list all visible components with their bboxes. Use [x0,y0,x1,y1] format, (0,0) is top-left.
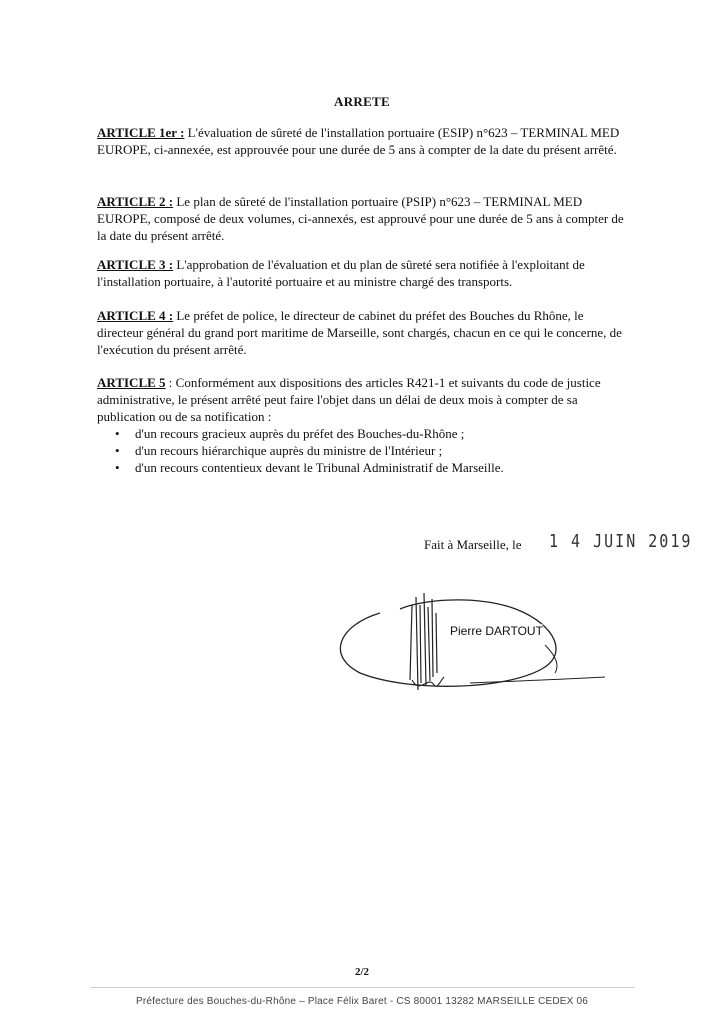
article-5-label: ARTICLE 5 [97,375,166,390]
article-5 [97,374,632,476]
article-4-label: ARTICLE 4 : [97,308,174,323]
signature-icon [320,585,610,705]
article-2-text: Le plan de sûreté de l'installation portuaire (PSIP) n°623 – TERMINAL MED EUROPE, composé de deux volumes, ci-annexés, est approuvé pour une durée de 5 ans à compter de la date du présent arrêté. [97,194,624,243]
footer-divider [90,987,635,988]
article-5-text: : Conformément aux dispositions des articles R421-1 et suivants du code de justice administrative, le présent arrêté peut faire l'objet dans un délai de deux mois à compter de sa publication ou de sa notification : [97,375,601,424]
footer-address: Préfecture des Bouches-du-Rhône – Place Félix Baret - CS 80001 13282 MARSEILLE CEDEX 06 [135,996,589,1007]
list-item: • d'un recours hiérarchique auprès du ministre de l'Intérieur ; [115,443,443,458]
list-item: • d'un recours contentieux devant le Tribunal Administratif de Marseille. [115,460,504,475]
bullet-icon: • [115,460,120,475]
article-1 [97,124,632,158]
place-text: Fait à Marseille, le [424,537,522,552]
article-1-label: ARTICLE 1er : [97,125,185,140]
list-item: • d'un recours gracieux auprès du préfet des Bouches-du-Rhône ; [115,426,465,441]
document-title: ARRETE [334,94,390,109]
article-2 [97,193,632,244]
article-3-text: L'approbation de l'évaluation et du plan de sûreté sera notifiée à l'exploitant de l'installation portuaire, à l'autorité portuaire et au ministre chargé des transports. [97,257,585,289]
article-3-label: ARTICLE 3 : [97,257,174,272]
bullet-icon: • [115,443,120,458]
article-4-text: Le préfet de police, le directeur de cabinet du préfet des Bouches du Rhône, le directeur général du grand port maritime de Marseille, sont chargés, chacun en ce qui le concerne, de l'exécution du présent arrêté. [97,308,622,357]
signatory-name: Pierre DARTOUT [450,624,543,638]
article-4 [97,307,632,358]
recourse-list [97,425,632,476]
page-number: 2/2 [354,966,370,978]
bullet-icon: • [115,426,120,441]
article-3 [97,256,632,290]
article-1-text: L'évaluation de sûreté de l'installation portuaire (ESIP) n°623 – TERMINAL MED EUROPE, ci-annexée, est approuvée pour une durée de 5 ans à compter de la date du présent arrêté. [97,125,620,157]
date-stamp: 1 4 JUIN 2019 [549,530,693,552]
article-2-label: ARTICLE 2 : [97,194,174,209]
